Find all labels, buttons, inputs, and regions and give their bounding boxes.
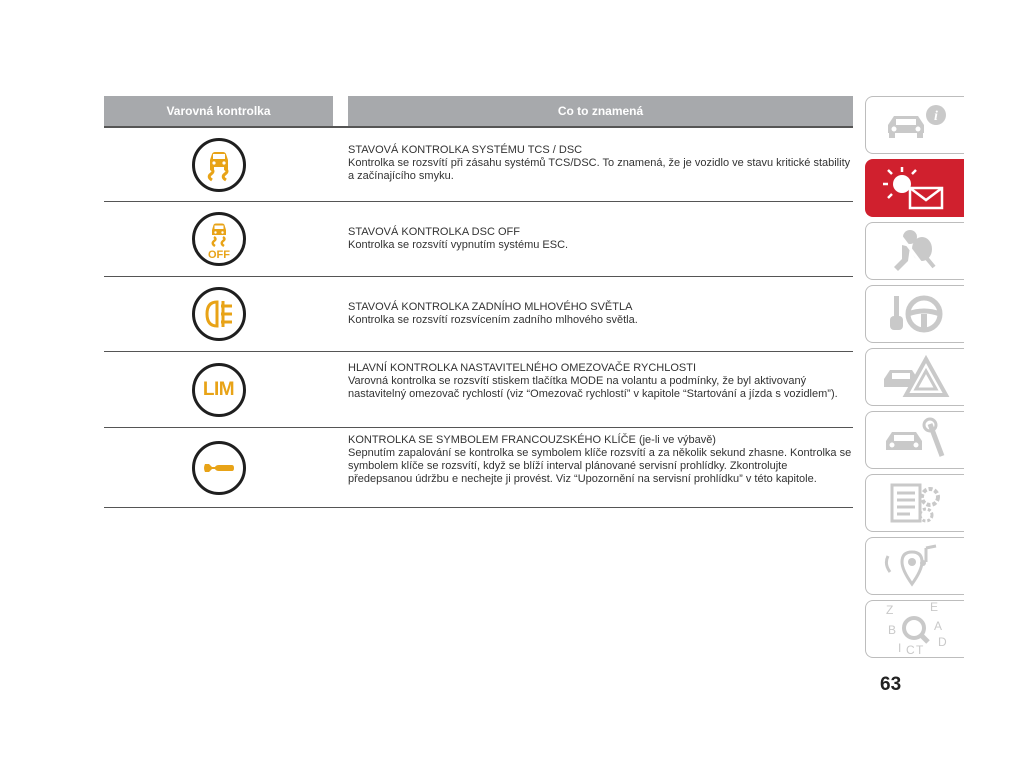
index-letter: Z (886, 603, 894, 617)
tab-index[interactable] (865, 600, 964, 658)
row-title: STAVOVÁ KONTROLKA SYSTÉMU TCS / DSC (348, 144, 583, 156)
rear-fog-light-icon (192, 287, 246, 341)
table-row (104, 428, 853, 508)
speed-limiter-label: LIM (202, 378, 235, 400)
dsc-off-icon (192, 212, 246, 266)
row-title: STAVOVÁ KONTROLKA ZADNÍHO MLHOVÉHO SVĚTLA (348, 301, 633, 313)
index-letter: E (930, 602, 939, 614)
car-info-icon (880, 103, 950, 147)
tab-car-info[interactable] (865, 96, 964, 154)
index-letter: D (938, 635, 947, 649)
table-row (104, 128, 853, 202)
tab-starting-driving[interactable] (865, 285, 964, 343)
header-meaning: Co to znamená (348, 96, 853, 126)
row-description: Kontrolka se rozsvítí rozsvícením zadního mlhového světla. (348, 314, 638, 326)
traction-control-icon (192, 138, 246, 192)
car-maintenance-icon (880, 416, 950, 464)
technical-data-icon (880, 479, 950, 527)
tab-emergency[interactable] (865, 348, 964, 406)
warning-lights-table (104, 96, 853, 508)
alphabetical-index-icon (880, 602, 950, 656)
row-title: STAVOVÁ KONTROLKA DSC OFF (348, 226, 520, 238)
header-warning-light: Varovná kontrolka (104, 96, 333, 126)
row-title: HLAVNÍ KONTROLKA NASTAVITELNÉHO OMEZOVAČE RYCHLOSTI (348, 362, 696, 374)
tab-multimedia[interactable] (865, 537, 964, 595)
index-letter: C (906, 643, 915, 656)
tab-warning-lights[interactable] (865, 159, 964, 217)
page-number: 63 (880, 674, 902, 695)
index-letter: A (934, 619, 943, 633)
table-row (104, 277, 853, 352)
dsc-off-label: OFF (207, 249, 230, 260)
key-steering-wheel-icon (880, 290, 950, 338)
tab-maintenance[interactable] (865, 411, 964, 469)
speed-limiter-icon (192, 363, 246, 417)
airbag-safety-icon (880, 227, 950, 275)
index-letter: I (898, 641, 902, 655)
row-title: KONTROLKA SE SYMBOLEM FRANCOUZSKÉHO KLÍČE (je-li ve výbavě) (348, 434, 716, 446)
table-header (104, 96, 853, 128)
row-description: Varovná kontrolka se rozsvítí stiskem tlačítka MODE na volantu a podmínky, že byl aktivovaný nastavitelný omezovač rychlostí (viz “Omezovač rychlostí” v kapitole “Startování a jízda s vozidlem”). (348, 375, 838, 400)
row-description: Sepnutím zapalování se kontrolka se symbolem klíče rozsvítí a za několik sekund zhasne. Kontrolka se symbolem klíče se rozsvítí, když se blíží interval plánované servisní prohlídky. Zkontrolujte předepsanou údržbu e nechejte ji provést. Viz “Upozornění na servisní prohlídku” v této kapitole. (348, 447, 852, 485)
multimedia-icon (880, 542, 950, 590)
index-letter: B (888, 623, 897, 637)
svg-text:i: i (934, 109, 938, 124)
row-description: Kontrolka se rozsvítí vypnutím systému ESC. (348, 239, 569, 251)
service-wrench-icon (192, 441, 246, 495)
table-row (104, 352, 853, 428)
emergency-car-triangle-icon (880, 353, 950, 401)
tab-technical-data[interactable] (865, 474, 964, 532)
index-letter: T (916, 643, 924, 656)
tab-safety[interactable] (865, 222, 964, 280)
warning-lights-message-icon (880, 164, 950, 212)
row-description: Kontrolka se rozsvítí při zásahu systémů TCS/DSC. To znamená, že je vozidlo ve stavu kritické stability a začínajícího smyku. (348, 157, 851, 182)
table-row (104, 202, 853, 277)
